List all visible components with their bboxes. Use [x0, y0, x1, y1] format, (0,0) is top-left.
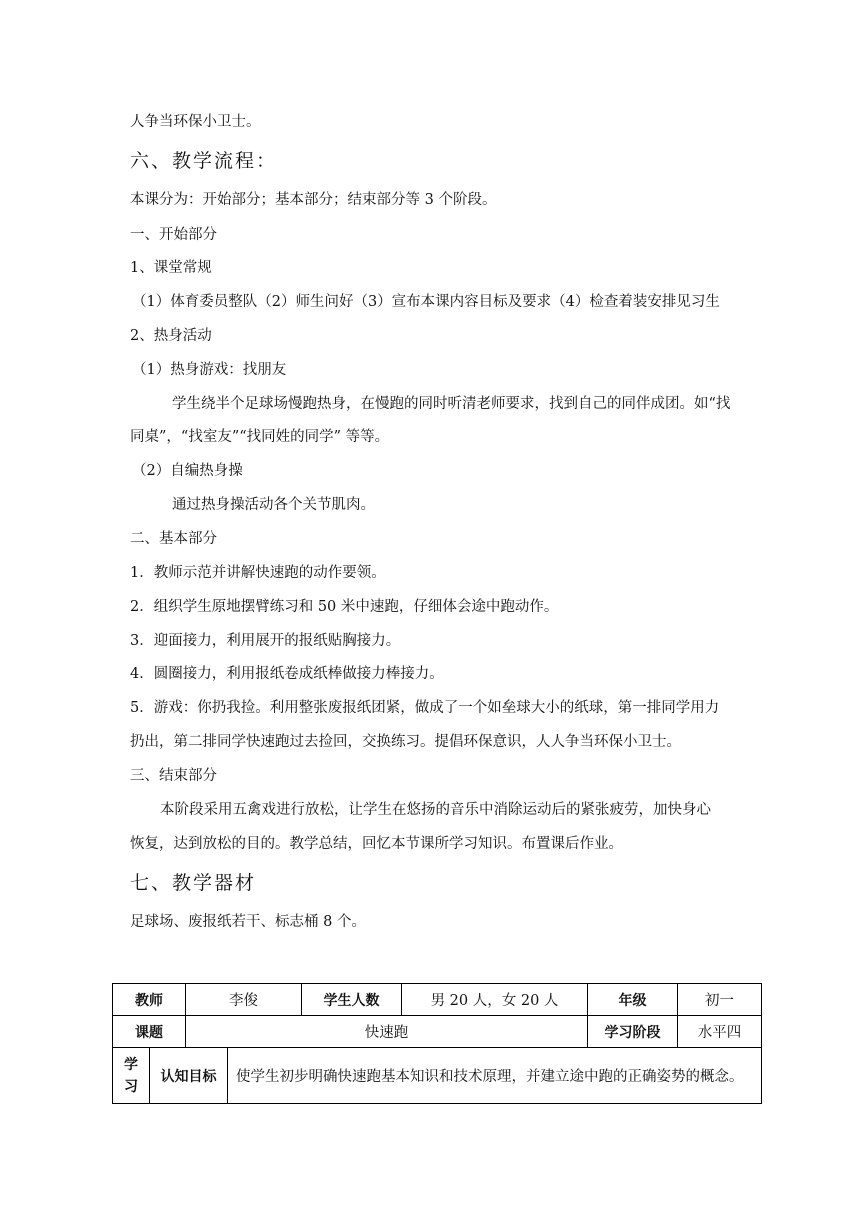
subsection-heading-start: 一、开始部分 — [130, 227, 217, 243]
goal-label-char-2: 习 — [124, 1078, 138, 1095]
teacher-label: 教师 — [113, 984, 186, 1016]
text-line: （1）体育委员整队（2）师生问好（3）宣布本课内容目标及要求（4）检查着装安排见习生 — [132, 294, 720, 310]
text-line: 通过热身操活动各个关节肌肉。 — [172, 497, 375, 513]
table-row — [113, 984, 762, 1016]
cognitive-goal-label: 认知目标 — [150, 1048, 228, 1104]
table-row — [113, 1016, 762, 1048]
cognitive-goal-value: 使学生初步明确快速跑基本知识和技术原理，并建立途中跑的正确姿势的概念。 — [228, 1048, 762, 1104]
text-line: 5．游戏：你扔我捡。利用整张废报纸团紧，做成了一个如垒球大小的纸球，第一排同学用力 — [130, 700, 720, 716]
text-line: 本阶段采用五禽戏进行放松，让学生在悠扬的音乐中消除运动后的紧张疲劳，加快身心 — [160, 802, 711, 818]
grade-value: 初一 — [678, 984, 762, 1016]
table-row — [113, 1048, 762, 1104]
students-label: 学生人数 — [302, 984, 402, 1016]
lesson-goal-table — [112, 1047, 762, 1104]
lesson-plan-table — [112, 983, 762, 1048]
subsection-heading-end: 三、结束部分 — [130, 768, 217, 784]
text-line: 足球场、废报纸若干、标志桶 8 个。 — [130, 914, 366, 930]
teacher-value: 李俊 — [186, 984, 302, 1016]
stage-value: 水平四 — [678, 1016, 762, 1048]
topic-label: 课题 — [113, 1016, 186, 1048]
subsection-heading-basic: 二、基本部分 — [130, 531, 217, 547]
section-heading-equipment: 七、教学器材 — [130, 872, 257, 894]
text-line: （1）热身游戏：找朋友 — [132, 362, 287, 378]
goal-label-char-1: 学 — [124, 1056, 138, 1073]
goal-label — [113, 1048, 150, 1104]
text-line: 1．教师示范并讲解快速跑的动作要领。 — [130, 565, 386, 581]
section-heading-teaching-process: 六、教学流程： — [130, 150, 278, 172]
text-line: （2）自编热身操 — [132, 463, 243, 479]
text-line: 同桌”，“找室友”“找同姓的同学” 等等。 — [130, 429, 390, 445]
text-line: 2、热身活动 — [130, 328, 212, 344]
grade-label: 年级 — [588, 984, 678, 1016]
students-value: 男 20 人，女 20 人 — [402, 984, 588, 1016]
text-line: 扔出，第二排同学快速跑过去捡回，交换练习。提倡环保意识，人人争当环保小卫士。 — [130, 734, 681, 750]
text-line: 本课分为：开始部分；基本部分；结束部分等 3 个阶段。 — [130, 192, 497, 208]
text-line: 学生绕半个足球场慢跑热身，在慢跑的同时听清老师要求，找到自己的同伴成团。如“找 — [172, 396, 731, 412]
text-line: 人争当环保小卫士。 — [130, 114, 261, 130]
text-line: 1、课堂常规 — [130, 260, 212, 276]
stage-label: 学习阶段 — [588, 1016, 678, 1048]
text-line: 4．圆圈接力，利用报纸卷成纸棒做接力棒接力。 — [130, 666, 444, 682]
text-line: 恢复，达到放松的目的。教学总结，回忆本节课所学习知识。布置课后作业。 — [130, 836, 623, 852]
topic-value: 快速跑 — [186, 1016, 588, 1048]
text-line: 2．组织学生原地摆臂练习和 50 米中速跑，仔细体会途中跑动作。 — [130, 599, 559, 615]
text-line: 3．迎面接力，利用展开的报纸贴胸接力。 — [130, 633, 401, 649]
